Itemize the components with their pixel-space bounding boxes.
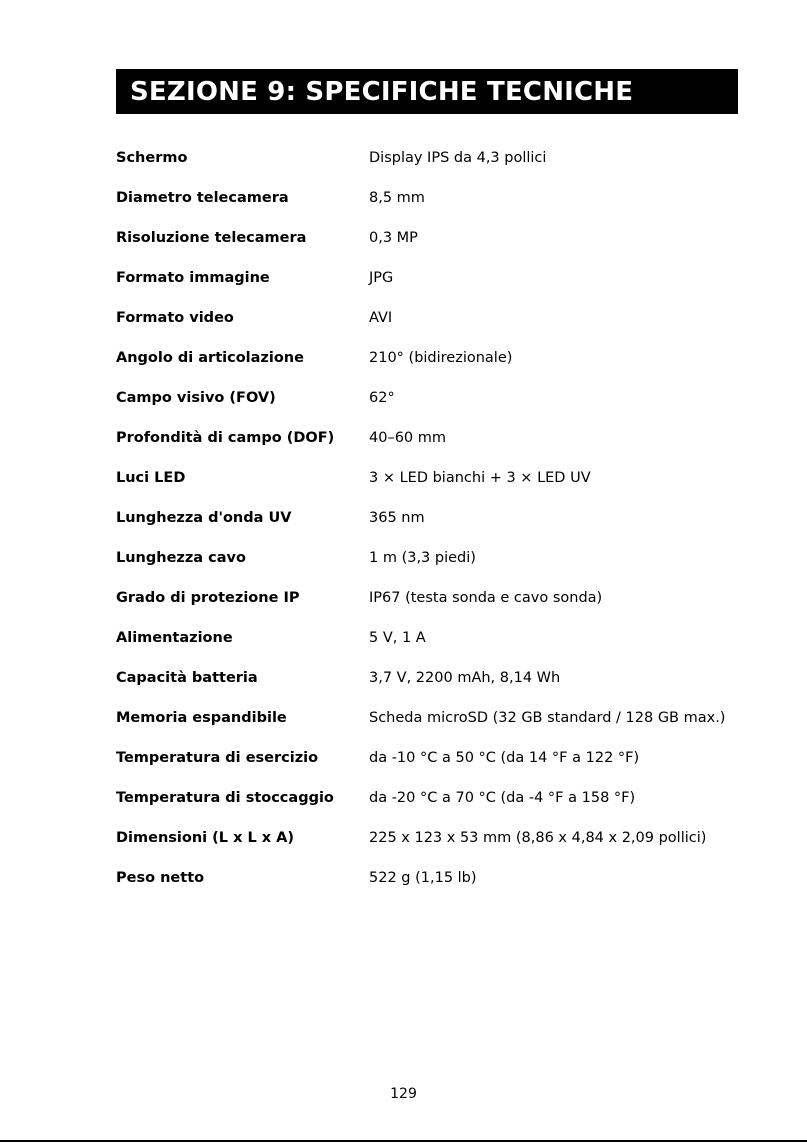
spec-row-dimensioni	[116, 818, 756, 858]
spec-row-formato-video	[116, 298, 756, 338]
spec-table	[116, 138, 756, 898]
spec-label: Temperatura di esercizio	[116, 750, 319, 766]
spec-value: 365 nm	[369, 510, 425, 526]
spec-row-risoluzione-telecamera	[116, 218, 756, 258]
spec-value: 40–60 mm	[369, 430, 447, 446]
spec-value: IP67 (testa sonda e cavo sonda)	[369, 590, 603, 606]
spec-value: 3 × LED bianchi + 3 × LED UV	[369, 470, 591, 486]
spec-label: Lunghezza d'onda UV	[116, 510, 292, 526]
spec-row-capacita-batteria	[116, 658, 756, 698]
spec-label: Temperatura di stoccaggio	[116, 790, 334, 806]
spec-row-lunghezza-cavo	[116, 538, 756, 578]
spec-value: 225 x 123 x 53 mm (8,86 x 4,84 x 2,09 pollici)	[369, 830, 707, 846]
spec-value: 210° (bidirezionale)	[369, 350, 513, 366]
spec-row-lunghezza-onda-uv	[116, 498, 756, 538]
bottom-rule-divider	[0, 1140, 807, 1142]
spec-label: Capacità batteria	[116, 670, 258, 686]
spec-row-peso-netto	[116, 858, 756, 898]
spec-value: da -10 °C a 50 °C (da 14 °F a 122 °F)	[369, 750, 640, 766]
spec-row-memoria-espandibile	[116, 698, 756, 738]
spec-value: 5 V, 1 A	[369, 630, 426, 646]
spec-label: Dimensioni (L x L x A)	[116, 830, 295, 846]
spec-value: 522 g (1,15 lb)	[369, 870, 477, 886]
spec-label: Memoria espandibile	[116, 710, 287, 726]
spec-row-grado-protezione-ip	[116, 578, 756, 618]
spec-label: Angolo di articolazione	[116, 350, 304, 366]
spec-value: AVI	[369, 310, 393, 326]
spec-value: Scheda microSD (32 GB standard / 128 GB max.)	[369, 710, 726, 726]
section-title: SEZIONE 9: SPECIFICHE TECNICHE	[130, 76, 634, 107]
spec-row-alimentazione	[116, 618, 756, 658]
spec-label: Campo visivo (FOV)	[116, 390, 276, 406]
spec-row-formato-immagine	[116, 258, 756, 298]
spec-label: Peso netto	[116, 870, 205, 886]
spec-label: Luci LED	[116, 470, 186, 486]
spec-row-diametro-telecamera	[116, 178, 756, 218]
spec-label: Profondità di campo (DOF)	[116, 430, 335, 446]
spec-label: Formato immagine	[116, 270, 270, 286]
spec-label: Diametro telecamera	[116, 190, 289, 206]
spec-value: da -20 °C a 70 °C (da -4 °F a 158 °F)	[369, 790, 636, 806]
page-number: 129	[390, 1086, 417, 1102]
spec-value: 1 m (3,3 piedi)	[369, 550, 476, 566]
spec-value: 3,7 V, 2200 mAh, 8,14 Wh	[369, 670, 561, 686]
section-header	[116, 69, 738, 114]
spec-row-schermo	[116, 138, 756, 178]
spec-row-profondita-campo	[116, 418, 756, 458]
spec-label: Lunghezza cavo	[116, 550, 246, 566]
spec-label: Schermo	[116, 150, 188, 166]
spec-row-luci-led	[116, 458, 756, 498]
spec-label: Alimentazione	[116, 630, 233, 646]
spec-row-temperatura-esercizio	[116, 738, 756, 778]
spec-label: Grado di protezione IP	[116, 590, 300, 606]
spec-row-angolo-articolazione	[116, 338, 756, 378]
spec-value: Display IPS da 4,3 pollici	[369, 150, 547, 166]
spec-value: JPG	[369, 270, 394, 286]
spec-value: 62°	[369, 390, 395, 406]
spec-row-temperatura-stoccaggio	[116, 778, 756, 818]
spec-label: Risoluzione telecamera	[116, 230, 307, 246]
spec-value: 8,5 mm	[369, 190, 425, 206]
spec-row-campo-visivo	[116, 378, 756, 418]
spec-label: Formato video	[116, 310, 234, 326]
spec-value: 0,3 MP	[369, 230, 418, 246]
